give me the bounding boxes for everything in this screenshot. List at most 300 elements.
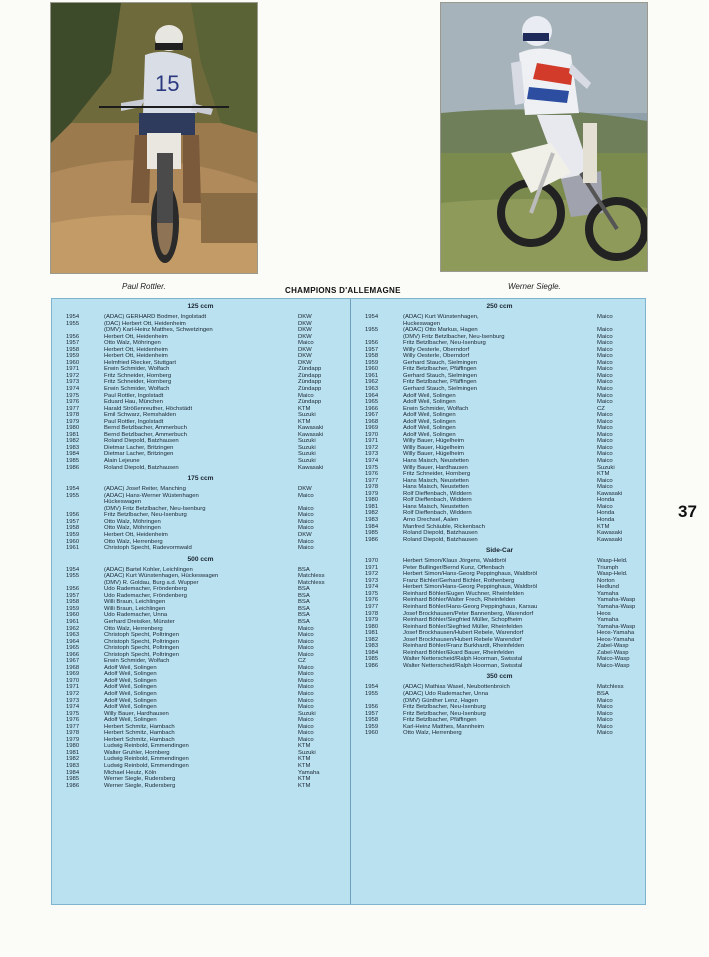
name-cell: Rolf Dieffenbach, Widdern [403, 490, 472, 497]
make-cell: DKW [298, 314, 312, 320]
year-cell: 1959 [66, 353, 80, 360]
year-cell: 1959 [365, 723, 379, 730]
make-cell: KTM [597, 471, 610, 478]
year-cell: 1954 [365, 684, 379, 691]
make-cell: Maico [597, 346, 613, 353]
year-cell: 1982 [365, 636, 379, 643]
make-cell: Heos [597, 610, 611, 617]
name-cell: Reinhard Böhler/Ekard Bauer, Rheinfelden [403, 649, 515, 656]
photo-werner-siegle [440, 2, 648, 272]
year-cell: 1958 [66, 346, 80, 353]
name-cell: (ADAC) Kurt Wünstenhagen, [403, 314, 479, 320]
class-section [52, 299, 349, 471]
name-cell: Josef Brockhausen/Hubert Rebele Warendorf [403, 636, 522, 643]
name-cell: Manfred Schäuble, Rickenbach [403, 523, 485, 530]
name-cell: Erwin Schmider, Wolfach [403, 405, 469, 412]
year-cell: 1969 [365, 425, 379, 432]
year-cell: 1986 [365, 662, 379, 669]
make-cell: Maico [597, 418, 613, 425]
make-cell: Matchless [298, 573, 325, 580]
year-cell: 1970 [66, 677, 80, 684]
make-cell: Yamaha [597, 617, 619, 624]
name-cell: Paul Rottler, Ingolstadt [104, 418, 164, 425]
name-cell: Ludwig Reinbold, Emmendingen [104, 756, 189, 763]
make-cell: Maico [298, 697, 314, 704]
section-title: 350 ccm [486, 673, 513, 681]
name-cell: (ADAC) Josef Reiter, Manching [104, 486, 186, 493]
make-cell: Honda [597, 497, 615, 504]
make-cell: Maico [298, 723, 314, 730]
make-cell: DKW [298, 346, 312, 353]
make-cell: Maico [597, 359, 613, 366]
make-cell: Maico [298, 512, 314, 519]
make-cell: Maico [597, 723, 613, 730]
make-cell: BSA [298, 612, 310, 619]
make-cell: Heos-Yamaha [597, 636, 635, 643]
name-cell: Adolf Weil, Solingen [403, 399, 456, 406]
year-cell: 1954 [66, 566, 80, 573]
year-cell: 1986 [66, 782, 80, 789]
name-cell: Fritz Schneider, Hornberg [104, 379, 172, 386]
name-cell: Herbert Schmitz, Hambach [104, 736, 175, 743]
class-section [351, 669, 648, 736]
year-cell: 1985 [66, 458, 80, 465]
name-cell: Ludwig Reinbold, Emmendingen [104, 763, 189, 769]
section-title: 250 ccm [486, 303, 513, 310]
make-cell: Suzuki [298, 451, 316, 458]
name-cell: (DMV) Günther Lenz, Hagen [403, 697, 478, 704]
name-cell: Willy Bauer, Hügelheim [403, 444, 464, 451]
name-cell: Walter Gruhler, Hornberg [104, 749, 170, 756]
name-cell: Alain Lejeune [104, 458, 140, 465]
make-cell: Maico [298, 690, 314, 697]
name-cell: Gerhard Dreisiker, Münster [104, 618, 175, 625]
name-cell: Christoph Specht, Poltringen [104, 651, 179, 658]
name-cell: (DMV) Karl-Heinz Matthes, Schwetzingen [104, 327, 213, 334]
year-cell: 1957 [365, 346, 379, 353]
left-column [52, 299, 349, 789]
year-cell: 1967 [66, 658, 80, 665]
name-cell: Christoph Specht, Poltringen [104, 638, 179, 645]
year-cell: 1981 [66, 431, 80, 438]
make-cell: Maico-Wasp [597, 662, 630, 669]
svg-text:15: 15 [155, 71, 180, 96]
make-cell: KTM [298, 776, 311, 783]
name-cell: Herbert Schmitz, Hambach [104, 730, 175, 737]
year-cell: 1980 [66, 425, 80, 432]
make-cell: Matchless [597, 684, 624, 691]
name-cell: Willy Bauer, Hügelheim [403, 438, 464, 445]
year-cell: 1959 [66, 605, 80, 612]
class-section [52, 471, 349, 551]
year-cell: 1986 [365, 536, 379, 543]
make-cell: Maico [597, 717, 613, 724]
make-cell: DKW [298, 531, 312, 538]
name-cell: Reinhard Böhler/Eugen Wuchner, Rheinfelden [403, 590, 524, 597]
make-cell: KTM [298, 405, 311, 412]
name-cell: Emil Schwarz, Remshalden [104, 412, 177, 419]
year-cell: 1984 [365, 649, 379, 656]
year-cell: 1957 [66, 518, 80, 525]
year-cell: 1979 [66, 736, 80, 743]
year-cell: 1955 [365, 327, 379, 334]
year-cell: 1964 [365, 392, 379, 399]
year-cell: 1963 [365, 386, 379, 393]
year-cell: 1968 [66, 664, 80, 671]
year-cell: 1974 [66, 386, 80, 393]
make-cell: Maico [597, 451, 613, 458]
name-cell: Otto Walz, Herrenberg [104, 625, 163, 632]
year-cell: 1956 [66, 586, 80, 593]
name-cell: Fritz Betzlbacher, Neu-Isenburg [403, 340, 486, 347]
make-cell: Yamaha [597, 590, 619, 597]
make-cell: DKW [298, 333, 312, 340]
year-cell: 1982 [66, 756, 80, 763]
make-cell: Zabel-Wasp [597, 643, 629, 650]
make-cell: Maico [298, 651, 314, 658]
make-cell: Maico [597, 372, 613, 379]
year-cell: 1976 [365, 471, 379, 478]
name-cell: Adolf Weil, Solingen [403, 418, 456, 425]
year-cell: 1960 [66, 538, 80, 545]
make-cell: Zündapp [298, 379, 322, 386]
year-cell: 1972 [66, 690, 80, 697]
name-cell: Fritz Betzlbacher, Neu-Isenburg [104, 512, 187, 519]
year-cell: 1981 [365, 503, 379, 510]
make-cell: Maico [298, 505, 314, 512]
make-cell: Maico [597, 353, 613, 360]
name-cell: Willy Bauer, Hardhausen [403, 464, 468, 471]
name-cell: Herbert Ott, Heidenheim [104, 353, 168, 360]
make-cell: Suzuki [298, 749, 316, 756]
name-cell: Udo Rademacher, Fröndenberg [104, 592, 187, 599]
champions-table [51, 298, 646, 905]
name-cell: Hückeswagen [104, 499, 142, 506]
year-cell: 1978 [66, 412, 80, 419]
year-cell: 1960 [365, 366, 379, 373]
make-cell: Maico [298, 704, 314, 711]
name-cell: Fritz Betzlbacher, Neu-Isenburg [403, 710, 486, 717]
make-cell: BSA [298, 618, 310, 625]
name-cell: (ADAC) Kurt Wünstenhagen, Hückeswagen [104, 573, 219, 580]
make-cell: Maico [597, 366, 613, 373]
year-cell: 1971 [66, 684, 80, 691]
name-cell: Adolf Weil, Solingen [104, 664, 157, 671]
name-cell: (DAC) Herbert Ott, Heidenheim [104, 320, 186, 327]
name-cell: Dietmar Lacher, Britzingen [104, 451, 174, 458]
year-cell: 1955 [66, 320, 80, 327]
make-cell: Maico [597, 704, 613, 711]
name-cell: Willy Bauer, Hügelheim [403, 451, 464, 458]
name-cell: Adolf Weil, Solingen [104, 717, 157, 724]
section-title: 500 ccm [187, 555, 214, 563]
section-title: 125 ccm [187, 303, 214, 310]
year-cell: 1971 [365, 564, 379, 571]
year-cell: 1985 [66, 776, 80, 783]
make-cell: Yamaha-Wasp [597, 623, 636, 630]
section-title: Side-Car [485, 547, 514, 555]
make-cell: CZ [298, 658, 306, 665]
name-cell: Udo Rademacher, Fröndenberg [104, 586, 187, 593]
name-cell: Hans Maisch, Neustetten [403, 503, 469, 510]
year-cell: 1983 [66, 444, 80, 451]
make-cell: Maico [597, 333, 613, 340]
year-cell: 1966 [66, 651, 80, 658]
make-cell: Suzuki [298, 458, 316, 465]
year-cell: 1982 [66, 438, 80, 445]
name-cell: Otto Walz, Herrenberg [403, 730, 462, 737]
make-cell: Maico [597, 425, 613, 432]
make-cell: Maico [597, 314, 613, 320]
name-cell: Willy Oesterle, Oberndorf [403, 346, 470, 353]
name-cell: Arno Drechsel, Aalen [403, 516, 459, 523]
year-cell: 1960 [66, 359, 80, 366]
make-cell: KTM [298, 756, 311, 763]
name-cell: Werner Siegle, Rudersberg [104, 782, 176, 789]
name-cell: Herbert Simon/Hans-Georg Peppinghaus, Waldbröl [403, 571, 538, 578]
name-cell: Adolf Weil, Solingen [104, 684, 157, 691]
name-cell: (ADAC) Bartel Kohler, Leichlingen [104, 566, 193, 573]
make-cell: Kawasaki [298, 425, 324, 432]
make-cell: BSA [298, 605, 310, 612]
year-cell: 1956 [365, 340, 379, 347]
make-cell: Zabel-Wasp [597, 649, 629, 656]
make-cell: Kawasaki [298, 431, 324, 438]
make-cell: Hedlund [597, 584, 619, 591]
year-cell: 1976 [66, 399, 80, 406]
year-cell: 1980 [365, 497, 379, 504]
make-cell: Triumph [597, 564, 619, 571]
name-cell: Rolf Dieffenbach, Widdern [403, 510, 472, 517]
name-cell: Erwin Schmider, Wolfach [104, 386, 170, 393]
champion-row [52, 545, 349, 552]
make-cell: KTM [298, 418, 311, 425]
make-cell: Maico [597, 327, 613, 334]
name-cell: Willi Braun, Leichlingen [104, 605, 166, 612]
make-cell: Maico [298, 730, 314, 737]
year-cell: 1972 [365, 444, 379, 451]
name-cell: Adolf Weil, Solingen [403, 431, 456, 438]
name-cell: Adolf Weil, Solingen [104, 677, 157, 684]
name-cell: Adolf Weil, Solingen [403, 412, 456, 419]
year-cell: 1985 [365, 530, 379, 537]
make-cell: BSA [298, 592, 310, 599]
name-cell: Fritz Schneider, Hornberg [104, 372, 172, 379]
year-cell: 1962 [66, 625, 80, 632]
name-cell: (DMV) R. Goldau, Burg a.d. Wupper [104, 579, 199, 586]
year-cell: 1960 [66, 612, 80, 619]
year-cell: 1973 [365, 451, 379, 458]
year-cell: 1969 [66, 671, 80, 678]
make-cell: Zündapp [298, 399, 322, 406]
year-cell: 1970 [365, 558, 379, 565]
name-cell: (ADAC) GERHARD Bodmer, Ingolstadt [104, 314, 207, 320]
year-cell: 1966 [365, 405, 379, 412]
make-cell: Kawasaki [298, 464, 324, 471]
make-cell: Honda [597, 510, 615, 517]
name-cell: Otto Walz, Möhringen [104, 340, 161, 347]
name-cell: Hans Maisch, Neustetten [403, 458, 469, 465]
class-section [351, 543, 648, 669]
year-cell: 1974 [66, 704, 80, 711]
make-cell: Maico [298, 671, 314, 678]
make-cell: Maico [597, 730, 613, 737]
name-cell: (DMV) Fritz Betzlbacher, Neu-Isenburg [104, 505, 206, 512]
make-cell: CZ [597, 405, 605, 412]
name-cell: Christoph Specht, Poltringen [104, 632, 179, 639]
name-cell: Adolf Weil, Solingen [104, 690, 157, 697]
make-cell: Maico [298, 677, 314, 684]
make-cell: Suzuki [298, 710, 316, 717]
year-cell: 1980 [66, 743, 80, 750]
make-cell: Kawasaki [597, 490, 623, 497]
year-cell: 1955 [66, 492, 80, 499]
make-cell: Heos-Yamaha [597, 630, 635, 637]
name-cell: Fritz Betzlbacher, Pfäffingen [403, 379, 477, 386]
make-cell: Yamaha-Wasp [597, 603, 636, 610]
year-cell: 1986 [66, 464, 80, 471]
year-cell: 1973 [66, 379, 80, 386]
year-cell: 1975 [66, 710, 80, 717]
make-cell: KTM [298, 763, 311, 769]
make-cell: Maico [597, 438, 613, 445]
name-cell: Adolf Weil, Solingen [403, 392, 456, 399]
name-cell: Udo Rademacher, Unna [104, 612, 168, 619]
name-cell: Eduard Hau, München [104, 399, 163, 406]
year-cell: 1965 [66, 645, 80, 652]
year-cell: 1976 [365, 597, 379, 604]
make-cell: Yamaha-Wasp [597, 597, 636, 604]
make-cell: Suzuki [298, 412, 316, 419]
name-cell: (DMV) Fritz Betzlbacher, Neu-Isenburg [403, 333, 505, 340]
year-cell: 1976 [66, 717, 80, 724]
year-cell: 1958 [365, 717, 379, 724]
make-cell: Maico [298, 538, 314, 545]
class-section [52, 552, 349, 790]
year-cell: 1957 [66, 340, 80, 347]
name-cell: Herbert Simon/Klaus Jörgens, Waldbröl [403, 558, 507, 565]
make-cell: Maico [298, 684, 314, 691]
name-cell: Willy Oesterle, Oberndorf [403, 353, 470, 360]
make-cell: BSA [298, 566, 310, 573]
name-cell: Willi Braun, Leichlingen [104, 599, 166, 606]
year-cell: 1956 [66, 512, 80, 519]
caption-left: Paul Rottler. [122, 282, 166, 291]
year-cell: 1972 [365, 571, 379, 578]
year-cell: 1975 [365, 464, 379, 471]
name-cell: Christoph Specht, Radevormwald [104, 545, 192, 552]
name-cell: Dietmar Lacher, Britzingen [104, 444, 174, 451]
name-cell: (ADAC) Udo Rademacher, Unna [403, 690, 489, 697]
make-cell: Maico [597, 340, 613, 347]
make-cell: Honda [597, 516, 615, 523]
make-cell: Maico [597, 412, 613, 419]
year-cell: 1981 [66, 749, 80, 756]
name-cell: Roland Diepold, Batzhausen [104, 464, 179, 471]
make-cell: Suzuki [298, 444, 316, 451]
year-cell: 1970 [365, 431, 379, 438]
name-cell: Hans Maisch, Neustetten [403, 484, 469, 491]
year-cell: 1968 [365, 418, 379, 425]
make-cell: Maico [597, 503, 613, 510]
name-cell: Fritz Betzlbacher, Neu-Isenburg [403, 704, 486, 711]
make-cell: Maico [298, 525, 314, 532]
year-cell: 1959 [66, 531, 80, 538]
make-cell: Suzuki [597, 464, 615, 471]
year-cell: 1959 [365, 359, 379, 366]
make-cell: Zündapp [298, 366, 322, 373]
name-cell: Reinhard Böhler/Siegfried Müller, Rheinfelden [403, 623, 523, 630]
name-cell: Fritz Betzlbacher, Pfäffingen [403, 366, 477, 373]
year-cell: 1955 [365, 690, 379, 697]
make-cell: Maico [298, 545, 314, 552]
year-cell: 1962 [365, 379, 379, 386]
make-cell: Maico [597, 484, 613, 491]
make-cell: Maico [597, 458, 613, 465]
name-cell: Fritz Betzlbacher, Pfäffingen [403, 717, 477, 724]
name-cell: Reinhard Böhler/Siegfried Müller, Schopfheim [403, 617, 523, 624]
year-cell: 1960 [365, 730, 379, 737]
year-cell: 1957 [66, 592, 80, 599]
champion-row [351, 730, 648, 737]
name-cell: Willy Bauer, Hardhausen [104, 710, 169, 717]
make-cell: Maico [298, 736, 314, 743]
year-cell: 1957 [365, 710, 379, 717]
name-cell: Walter Netterscheid/Ralph Hoorman, Swisstal [403, 656, 523, 663]
year-cell: 1978 [365, 484, 379, 491]
make-cell: Maico [298, 340, 314, 347]
name-cell: Reinhard Böhler/Hans-Georg Peppinghaus, Karsau [403, 603, 538, 610]
year-cell: 1955 [66, 573, 80, 580]
make-cell: DKW [298, 327, 312, 334]
make-cell: Maico [597, 386, 613, 393]
year-cell: 1983 [365, 643, 379, 650]
make-cell: Maico [597, 379, 613, 386]
year-cell: 1975 [365, 590, 379, 597]
name-cell: Otto Walz, Möhringen [104, 518, 161, 525]
name-cell: Helmfried Riecker, Stuttgart [104, 359, 177, 366]
year-cell: 1954 [66, 314, 80, 320]
make-cell: Kawasaki [597, 536, 623, 543]
year-cell: 1961 [66, 618, 80, 625]
year-cell: 1974 [365, 458, 379, 465]
year-cell: 1954 [365, 314, 379, 320]
make-cell: KTM [298, 782, 311, 789]
make-cell: Maico [597, 399, 613, 406]
make-cell: Maico [298, 392, 314, 399]
make-cell: Zündapp [298, 372, 322, 379]
make-cell: BSA [597, 690, 609, 697]
year-cell: 1974 [365, 584, 379, 591]
name-cell: Josef Brockhausen/Peter Bannenberg, Warendorf [403, 610, 534, 617]
year-cell: 1980 [365, 623, 379, 630]
year-cell: 1975 [66, 392, 80, 399]
name-cell: Adolf Weil, Solingen [104, 697, 157, 704]
name-cell: Fritz Schneider, Hornberg [403, 471, 471, 478]
make-cell: Maico [597, 444, 613, 451]
make-cell: Maico [298, 632, 314, 639]
make-cell: KTM [597, 523, 610, 530]
year-cell: 1979 [365, 490, 379, 497]
name-cell: Herbert Ott, Heidenheim [104, 531, 168, 538]
right-column [351, 299, 648, 737]
make-cell: Yamaha [298, 769, 320, 776]
year-cell: 1958 [365, 353, 379, 360]
name-cell: Paul Rottler, Ingolstadt [104, 392, 164, 399]
make-cell: Maico-Wasp [597, 656, 630, 663]
year-cell: 1956 [365, 704, 379, 711]
make-cell: Zündapp [298, 386, 322, 393]
